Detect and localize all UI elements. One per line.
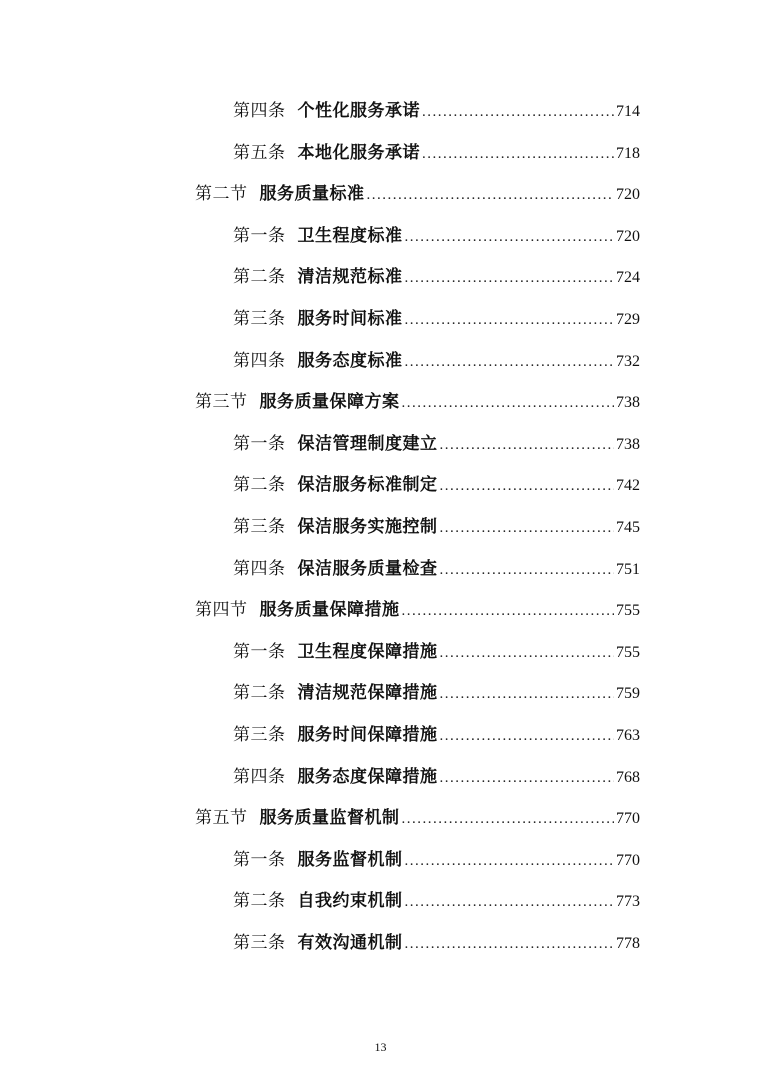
toc-leader-dots [405, 312, 615, 329]
toc-entry-title: 保洁管理制度建立 [297, 433, 438, 454]
toc-entry-number: 第一条 [233, 849, 286, 869]
toc-article-entry[interactable] [233, 554, 640, 580]
toc-entry-page: 770 [616, 851, 640, 869]
toc-leader-dots [440, 437, 615, 454]
toc-entry-number: 第四条 [233, 766, 286, 786]
toc-entry-page: 763 [616, 727, 640, 744]
toc-article-entry[interactable] [233, 512, 640, 538]
toc-article-entry[interactable] [233, 886, 640, 912]
toc-leader-dots [402, 603, 615, 620]
toc-entry-title: 清洁规范保障措施 [297, 683, 438, 704]
toc-article-entry[interactable] [233, 637, 640, 663]
toc-entry-title: 服务质量保障方案 [259, 392, 400, 413]
toc-entry-number: 第一条 [233, 641, 286, 661]
toc-entry-page: 768 [616, 768, 640, 786]
toc-entry-page: 732 [616, 352, 640, 370]
toc-entry-page: 778 [616, 935, 640, 952]
toc-leader-dots [422, 146, 614, 163]
toc-section-entry[interactable] [195, 803, 640, 829]
toc-entry-number: 第三条 [233, 725, 286, 744]
toc-leader-dots [440, 562, 615, 579]
toc-entry-number: 第三条 [233, 933, 286, 952]
toc-entry-page: 738 [616, 394, 640, 412]
toc-leader-dots [405, 229, 615, 246]
toc-entry-number: 第三节 [195, 392, 248, 412]
toc-entry-page: 745 [616, 519, 640, 536]
toc-entry-number: 第四条 [233, 101, 286, 120]
toc-entry-title: 服务态度保障措施 [297, 766, 438, 787]
toc-article-entry[interactable] [233, 470, 640, 496]
toc-entry-title: 保洁服务质量检查 [297, 558, 438, 579]
toc-article-entry[interactable] [233, 138, 640, 164]
toc-article-entry[interactable] [233, 96, 640, 122]
toc-entry-title: 保洁服务实施控制 [297, 517, 438, 537]
toc-entry-number: 第三条 [233, 517, 286, 536]
toc-entry-page: 773 [616, 893, 640, 911]
toc-entry-page: 738 [616, 435, 640, 453]
page-number: 13 [374, 1040, 387, 1054]
toc-entry-page: 751 [616, 560, 640, 578]
toc-leader-dots [440, 645, 615, 662]
toc-section-entry[interactable] [195, 387, 640, 413]
toc-entry-title: 保洁服务标准制定 [297, 475, 438, 496]
toc-leader-dots [440, 728, 615, 745]
toc-entry-number: 第二条 [233, 683, 286, 703]
toc-entry-title: 服务时间保障措施 [297, 725, 438, 745]
toc-entry-number: 第二条 [233, 267, 286, 287]
toc-entry-number: 第一条 [233, 225, 286, 245]
toc-entry-title: 卫生程度保障措施 [297, 641, 438, 662]
toc-entry-title: 服务质量监督机制 [259, 808, 400, 829]
toc-entry-page: 755 [616, 643, 640, 661]
toc-leader-dots [367, 187, 615, 204]
toc-entry-page: 724 [616, 269, 640, 287]
toc-article-entry[interactable] [233, 928, 640, 954]
toc-entry-number: 第五节 [195, 808, 248, 828]
toc-entry-number: 第四条 [233, 558, 286, 578]
toc-entry-number: 第四节 [195, 600, 248, 620]
toc-entry-page: 770 [616, 810, 640, 828]
toc-entry-number: 第二条 [233, 891, 286, 911]
toc-article-entry[interactable] [233, 346, 640, 372]
toc-entry-number: 第二条 [233, 475, 286, 495]
toc-entry-title: 本地化服务承诺 [297, 142, 420, 163]
toc-article-entry[interactable] [233, 762, 640, 788]
toc-entry-title: 有效沟通机制 [297, 933, 403, 953]
toc-leader-dots [422, 104, 614, 121]
toc-leader-dots [440, 686, 615, 703]
toc-leader-dots [402, 395, 615, 412]
toc-article-entry[interactable] [233, 262, 640, 288]
toc-article-entry[interactable] [233, 429, 640, 455]
toc-entry-page: 718 [616, 144, 640, 162]
toc-leader-dots [405, 894, 615, 911]
toc-article-entry[interactable] [233, 221, 640, 247]
toc-entry-title: 服务时间标准 [297, 309, 403, 329]
toc-entry-number: 第四条 [233, 350, 286, 370]
toc-entry-title: 服务监督机制 [297, 849, 403, 870]
toc-article-entry[interactable] [233, 720, 640, 746]
toc-entry-title: 服务质量标准 [259, 184, 365, 205]
toc-entry-title: 个性化服务承诺 [297, 101, 420, 121]
toc-leader-dots [440, 520, 615, 537]
toc-leader-dots [402, 811, 615, 828]
toc-section-entry[interactable] [195, 179, 640, 205]
toc-leader-dots [405, 354, 615, 371]
toc-entry-page: 759 [616, 685, 640, 703]
toc-leader-dots [405, 270, 615, 287]
toc-article-entry[interactable] [233, 678, 640, 704]
toc-section-entry[interactable] [195, 595, 640, 621]
toc-entry-title: 服务质量保障措施 [259, 600, 400, 621]
toc-entry-number: 第二节 [195, 184, 248, 204]
toc-entry-title: 清洁规范标准 [297, 267, 403, 288]
toc-entry-page: 755 [616, 602, 640, 620]
toc-leader-dots [405, 936, 615, 953]
toc-entry-title: 服务态度标准 [297, 350, 403, 371]
toc-article-entry[interactable] [233, 304, 640, 330]
toc-entry-page: 742 [616, 477, 640, 495]
toc-entry-page: 714 [616, 103, 640, 120]
toc-entry-title: 卫生程度标准 [297, 225, 403, 246]
toc-entry-number: 第五条 [233, 142, 286, 162]
toc-leader-dots [440, 478, 615, 495]
toc-leader-dots [440, 770, 615, 787]
toc-entry-title: 自我约束机制 [297, 891, 403, 912]
toc-entry-number: 第三条 [233, 309, 286, 328]
toc-entry-page: 720 [616, 227, 640, 245]
toc-article-entry[interactable] [233, 845, 640, 871]
toc-leader-dots [405, 853, 615, 870]
toc-entry-page: 729 [616, 311, 640, 328]
toc-entry-number: 第一条 [233, 433, 286, 453]
toc-entry-page: 720 [616, 186, 640, 204]
